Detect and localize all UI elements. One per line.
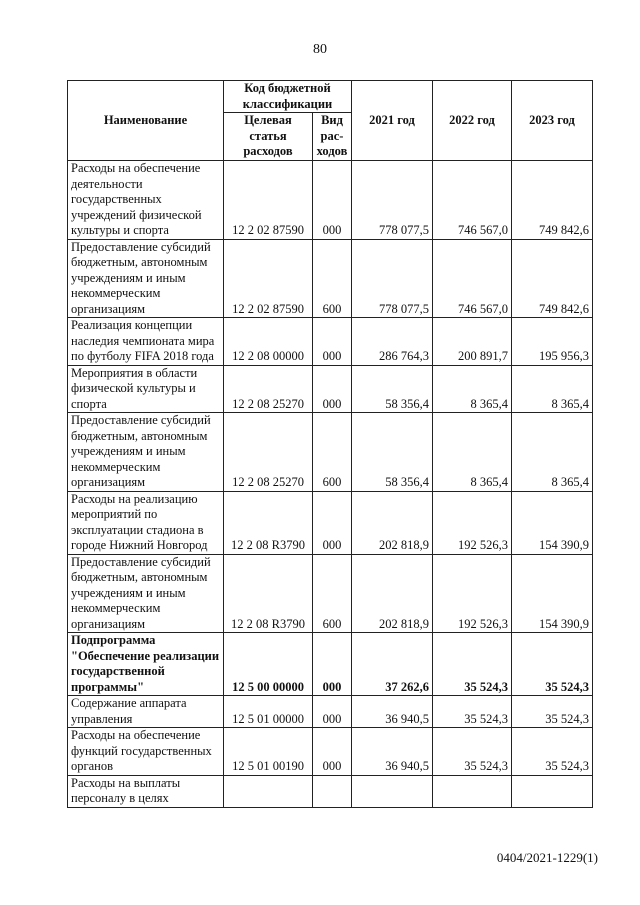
row-name-cell: Расходы на обеспечение деятельности государственных учреждений физической культуры и спорта xyxy=(68,161,224,240)
row-target-code-cell: 12 5 01 00190 xyxy=(224,728,313,776)
header-2023: 2023 год xyxy=(512,81,593,161)
row-expense-kind-cell: 000 xyxy=(313,728,352,776)
row-2021-value-cell: 202 818,9 xyxy=(352,554,433,633)
row-2022-value-cell: 746 567,0 xyxy=(433,239,512,318)
row-target-code-cell: 12 5 01 00000 xyxy=(224,696,313,728)
row-2023-value-cell: 195 956,3 xyxy=(512,318,593,366)
header-name: Наименование xyxy=(68,81,224,161)
row-expense-kind-cell: 000 xyxy=(313,318,352,366)
table-row xyxy=(68,413,593,492)
row-target-code-cell: 12 2 08 R3790 xyxy=(224,554,313,633)
table-row xyxy=(68,365,593,413)
table-row xyxy=(68,239,593,318)
header-2022: 2022 год xyxy=(433,81,512,161)
table-row xyxy=(68,161,593,240)
row-2021-value-cell: 778 077,5 xyxy=(352,239,433,318)
row-name-cell: Расходы на обеспечение функций государственных органов xyxy=(68,728,224,776)
row-2021-value-cell: 286 764,3 xyxy=(352,318,433,366)
row-name-cell: Реализация концепции наследия чемпионата мира по футболу FIFA 2018 года xyxy=(68,318,224,366)
row-expense-kind-cell: 000 xyxy=(313,696,352,728)
row-target-code-cell: 12 2 08 00000 xyxy=(224,318,313,366)
row-name-cell: Предоставление субсидий бюджетным, автономным учреждениям и иным некоммерческим организациям xyxy=(68,239,224,318)
row-target-code-cell: 12 2 08 25270 xyxy=(224,365,313,413)
row-2021-value-cell: 36 940,5 xyxy=(352,728,433,776)
row-2022-value-cell: 200 891,7 xyxy=(433,318,512,366)
row-name-cell: Предоставление субсидий бюджетным, автономным учреждениям и иным некоммерческим организациям xyxy=(68,554,224,633)
header-2021: 2021 год xyxy=(352,81,433,161)
row-2023-value-cell: 35 524,3 xyxy=(512,728,593,776)
row-expense-kind-cell: 000 xyxy=(313,365,352,413)
row-2021-value-cell: 36 940,5 xyxy=(352,696,433,728)
table-row xyxy=(68,491,593,554)
table-row xyxy=(68,728,593,776)
row-2023-value-cell: 154 390,9 xyxy=(512,554,593,633)
row-2021-value-cell: 58 356,4 xyxy=(352,365,433,413)
row-2022-value-cell: 35 524,3 xyxy=(433,728,512,776)
row-2023-value-cell: 749 842,6 xyxy=(512,161,593,240)
row-expense-kind-cell: 600 xyxy=(313,413,352,492)
row-name-cell: Содержание аппарата управления xyxy=(68,696,224,728)
row-expense-kind-cell xyxy=(313,775,352,807)
row-2022-value-cell: 8 365,4 xyxy=(433,365,512,413)
header-target-article: Целевая статья расходов xyxy=(224,113,313,161)
row-2023-value-cell: 35 524,3 xyxy=(512,696,593,728)
row-2023-value-cell: 35 524,3 xyxy=(512,633,593,696)
row-name-cell: Подпрограмма "Обеспечение реализации государственной программы" xyxy=(68,633,224,696)
table-row xyxy=(68,318,593,366)
row-2023-value-cell: 154 390,9 xyxy=(512,491,593,554)
row-name-cell: Предоставление субсидий бюджетным, автономным учреждениям и иным некоммерческим организациям xyxy=(68,413,224,492)
row-name-cell: Расходы на реализацию мероприятий по эксплуатации стадиона в городе Нижний Новгород xyxy=(68,491,224,554)
row-target-code-cell xyxy=(224,775,313,807)
row-expense-kind-cell: 600 xyxy=(313,239,352,318)
row-2023-value-cell xyxy=(512,775,593,807)
row-2022-value-cell: 746 567,0 xyxy=(433,161,512,240)
row-2022-value-cell: 8 365,4 xyxy=(433,413,512,492)
row-expense-kind-cell: 000 xyxy=(313,633,352,696)
row-2022-value-cell: 35 524,3 xyxy=(433,633,512,696)
budget-table xyxy=(67,80,593,808)
row-name-cell: Расходы на выплаты персоналу в целях xyxy=(68,775,224,807)
row-name-cell: Мероприятия в области физической культуры и спорта xyxy=(68,365,224,413)
row-2021-value-cell: 37 262,6 xyxy=(352,633,433,696)
row-2021-value-cell: 58 356,4 xyxy=(352,413,433,492)
row-target-code-cell: 12 2 02 87590 xyxy=(224,161,313,240)
row-2023-value-cell: 8 365,4 xyxy=(512,413,593,492)
table-row xyxy=(68,775,593,807)
row-target-code-cell: 12 2 08 25270 xyxy=(224,413,313,492)
header-code-group: Код бюджетной классификации xyxy=(224,81,352,113)
row-2021-value-cell: 778 077,5 xyxy=(352,161,433,240)
table-row xyxy=(68,554,593,633)
table-row xyxy=(68,696,593,728)
row-2022-value-cell: 35 524,3 xyxy=(433,696,512,728)
header-expense-kind: Вид рас-ходов xyxy=(313,113,352,161)
row-2022-value-cell: 192 526,3 xyxy=(433,554,512,633)
row-expense-kind-cell: 000 xyxy=(313,491,352,554)
row-2021-value-cell: 202 818,9 xyxy=(352,491,433,554)
page-number: 80 xyxy=(313,42,327,57)
row-target-code-cell: 12 5 00 00000 xyxy=(224,633,313,696)
table-body xyxy=(68,161,593,808)
row-target-code-cell: 12 2 02 87590 xyxy=(224,239,313,318)
row-target-code-cell: 12 2 08 R3790 xyxy=(224,491,313,554)
row-2021-value-cell xyxy=(352,775,433,807)
row-expense-kind-cell: 600 xyxy=(313,554,352,633)
table-row xyxy=(68,633,593,696)
row-2022-value-cell: 192 526,3 xyxy=(433,491,512,554)
row-2023-value-cell: 8 365,4 xyxy=(512,365,593,413)
document-code: 0404/2021-1229(1) xyxy=(496,850,598,865)
row-expense-kind-cell: 000 xyxy=(313,161,352,240)
row-2022-value-cell xyxy=(433,775,512,807)
row-2023-value-cell: 749 842,6 xyxy=(512,239,593,318)
